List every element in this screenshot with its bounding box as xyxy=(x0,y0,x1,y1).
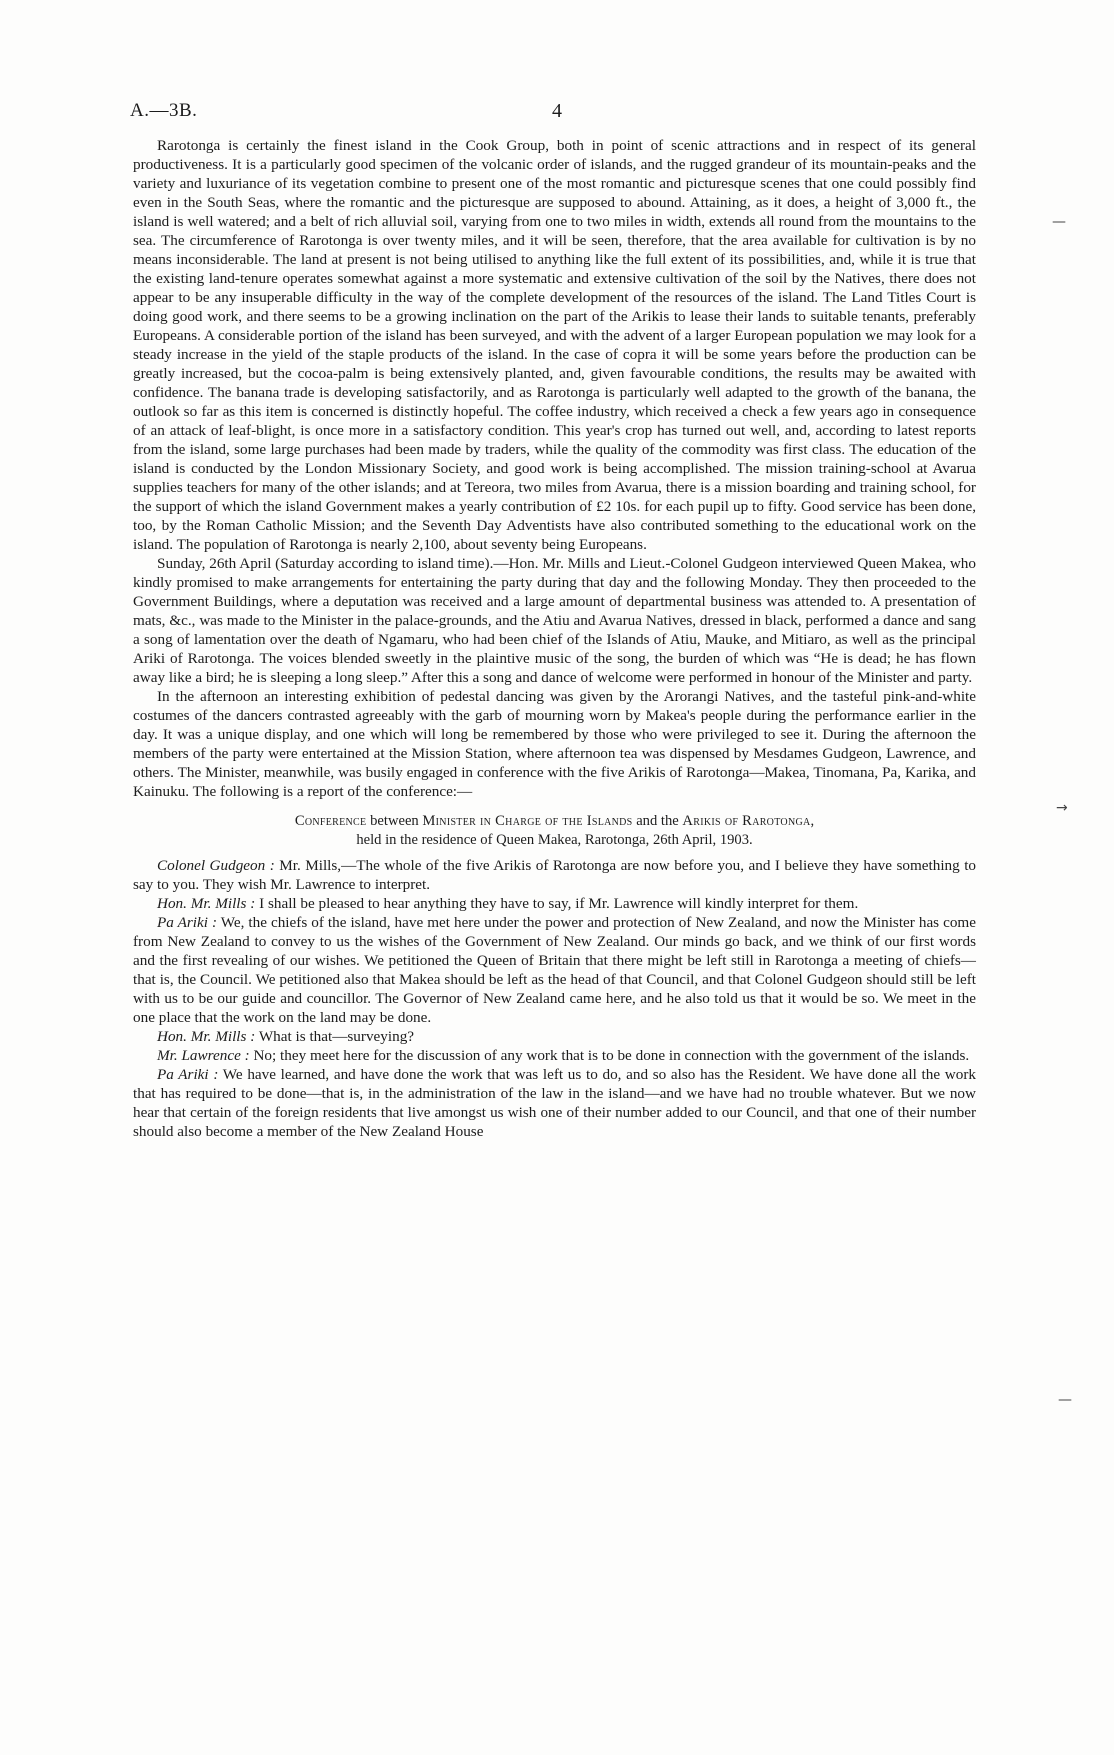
dialogue-entry xyxy=(133,894,976,913)
conference-heading-word: between xyxy=(370,813,419,829)
conference-heading-word: and the xyxy=(636,813,679,829)
conference-heading-comma: , xyxy=(810,813,815,829)
conference-heading-subline: held in the residence of Queen Makea, Rarotonga, 26th April, 1903. xyxy=(356,832,753,848)
page-number: 4 xyxy=(552,100,562,122)
speech-text: No; they meet here for the discussion of any work that is to be done in connection with the government of the islands. xyxy=(253,1047,970,1064)
conference-heading-minister: Minister in Charge of the Islands xyxy=(422,813,633,829)
conference-heading-word: Conference xyxy=(294,813,367,829)
speech-text: We have learned, and have done the work that was left us to do, and so also has the Resident. We have done all the work that has required to be done—that is, in the administration of the law in the island—and we have had no trouble whatever. But we now hear that certain of the foreign residents that live amongst us wish one of their number added to our Council, and that one of their number should also become a member of the New Zealand House xyxy=(133,1066,976,1140)
speaker-name: Mr. Lawrence : xyxy=(157,1047,250,1064)
speech-text: I shall be pleased to hear anything they have to say, if Mr. Lawrence will kindly interpret for them. xyxy=(259,895,859,912)
speech-text: We, the chiefs of the island, have met here under the power and protection of New Zealand, and now the Minister has come from New Zealand to convey to us the wishes of the Government of New Zealand. Our minds go back, and we think of our first words and the first revealing of our wishes. We petitioned the Queen of Britain that there might be left still in Rarotonga a meeting of chiefs—that is, the Council. We petitioned also that Makea should be left as the head of that Council, and that Colonel Gudgeon should still be left with us to be our guide and councillor. The Governor of New Zealand came here, and he also told us that it would be so. We meet in the one place that the work on the land may be done. xyxy=(133,914,976,1026)
speech-text: What is that—surveying? xyxy=(258,1028,415,1045)
dialogue-entry xyxy=(133,1027,976,1046)
speaker-name: Pa Ariki : xyxy=(157,914,218,931)
dialogue-entry xyxy=(133,856,976,894)
document-body xyxy=(133,136,976,1141)
dialogue-entry xyxy=(133,913,976,1027)
speech-text: Mr. Mills,—The whole of the five Arikis of Rarotonga are now before you, and I believe they have something to say to you. They wish Mr. Lawrence to interpret. xyxy=(133,857,977,893)
document-reference: A.—3B. xyxy=(130,100,198,121)
paragraph-rarotonga: Rarotonga is certainly the finest island in the Cook Group, both in point of scenic attractions and in respect of its general productiveness. It is a particularly good specimen of the volcanic order of islands, and the rugged grandeur of its mountain-peaks and the variety and luxuriance of its vegetation combine to present one of the most romantic and picturesque scenes that one could possibly find even in the South Seas, where the romantic and the picturesque are supposed to abound. Attaining, as it does, a height of 3,000 ft., the island is well watered; and a belt of rich alluvial soil, varying from one to two miles in width, extends all round from the mountains to the sea. The circumference of Rarotonga is over twenty miles, and it will be seen, therefore, that the area available for cultivation is by no means inconsiderable. The land at present is not being utilised to anything like the full extent of its possibilities, and, while it is true that the existing land-tenure operates somewhat against a more systematic and extensive cultivation of the soil by the Natives, there does not appear to be any insuperable difficulty in the way of the complete development of the resources of the island. The Land Titles Court is doing good work, and there seems to be a growing inclination on the part of the Arikis to lease their lands to suitable tenants, preferably Europeans. A considerable portion of the island has been surveyed, and with the advent of a larger European population we may look for a steady increase in the yield of the staple products of the island. In the case of copra it will be some years before the production can be greatly increased, but the cocoa-palm is being extensively planted, and, given favourable conditions, the results may be awaited with confidence. The banana trade is developing satisfactorily, and as Rarotonga is particularly well adapted to the growth of the banana, the outlook so far as this item is concerned is distinctly hopeful. The coffee industry, which received a check a few years ago in consequence of an attack of leaf-blight, is once more in a satisfactory condition. This year's crop has turned out well, and, according to latest reports from the island, some large purchases had been made by traders, while the quality of the commodity was first class. The education of the island is conducted by the London Missionary Society, and good work is being accomplished. The mission training-school at Avarua supplies teachers for many of the other islands; and at Tereora, two miles from Avarua, there is a mission boarding and training school, for the support of which the island Government makes a yearly contribution of £2 10s. for each pupil up to fifty. Good service has been done, too, by the Roman Catholic Mission; and the Seventh Day Adventists have also contributed something to the educational work on the island. The population of Rarotonga is nearly 2,100, about seventy being Europeans. xyxy=(133,137,976,553)
dialogue-entry xyxy=(133,1065,976,1141)
margin-arrow-mark: → xyxy=(1056,800,1068,816)
conference-heading xyxy=(133,812,976,850)
dialogue-entry xyxy=(133,1046,976,1065)
speaker-name: Colonel Gudgeon : xyxy=(157,857,275,874)
conference-heading-arikis: Arikis of Rarotonga xyxy=(682,813,811,829)
page-header xyxy=(130,100,980,124)
speaker-name: Hon. Mr. Mills : xyxy=(157,1028,256,1045)
paragraph-afternoon: In the afternoon an interesting exhibition of pedestal dancing was given by the Arorangi Natives, and the tasteful pink-and-white costumes of the dancers contrasted agreeably with the garb of mourning worn by Makea's people during the performance earlier in the day. It was a unique display, and one which will long be remembered by those who were privileged to see it. During the afternoon the members of the party were entertained at the Mission Station, where afternoon tea was dispensed by Mesdames Gudgeon, Lawrence, and others. The Minister, meanwhile, was busily engaged in conference with the five Arikis of Rarotonga—Makea, Tinomana, Pa, Karika, and Kainuku. The following is a report of the conference:— xyxy=(133,688,976,800)
speaker-name: Pa Ariki : xyxy=(157,1066,219,1083)
margin-dash-mark: — xyxy=(1052,214,1066,230)
margin-dash-mark: — xyxy=(1058,1392,1072,1408)
speaker-name: Hon. Mr. Mills : xyxy=(157,895,256,912)
paragraph-sunday: Sunday, 26th April (Saturday according to island time).—Hon. Mr. Mills and Lieut.-Colonel Gudgeon interviewed Queen Makea, who kindly promised to make arrangements for entertaining the party during that day and the following Monday. They then proceeded to the Government Buildings, where a deputation was received and a large amount of departmental business was attended to. A presentation of mats, &c., was made to the Minister in the palace-grounds, and the Atiu and Avarua Natives, dressed in black, performed a dance and sang a song of lamentation over the death of Ngamaru, who had been chief of the Islands of Atiu, Mauke, and Mitiaro, as well as the principal Ariki of Rarotonga. The voices blended sweetly in the plaintive music of the song, the burden of which was “He is dead; he has flown away like a bird; he is sleeping a long sleep.” After this a song and dance of welcome were performed in honour of the Minister and party. xyxy=(133,555,976,686)
